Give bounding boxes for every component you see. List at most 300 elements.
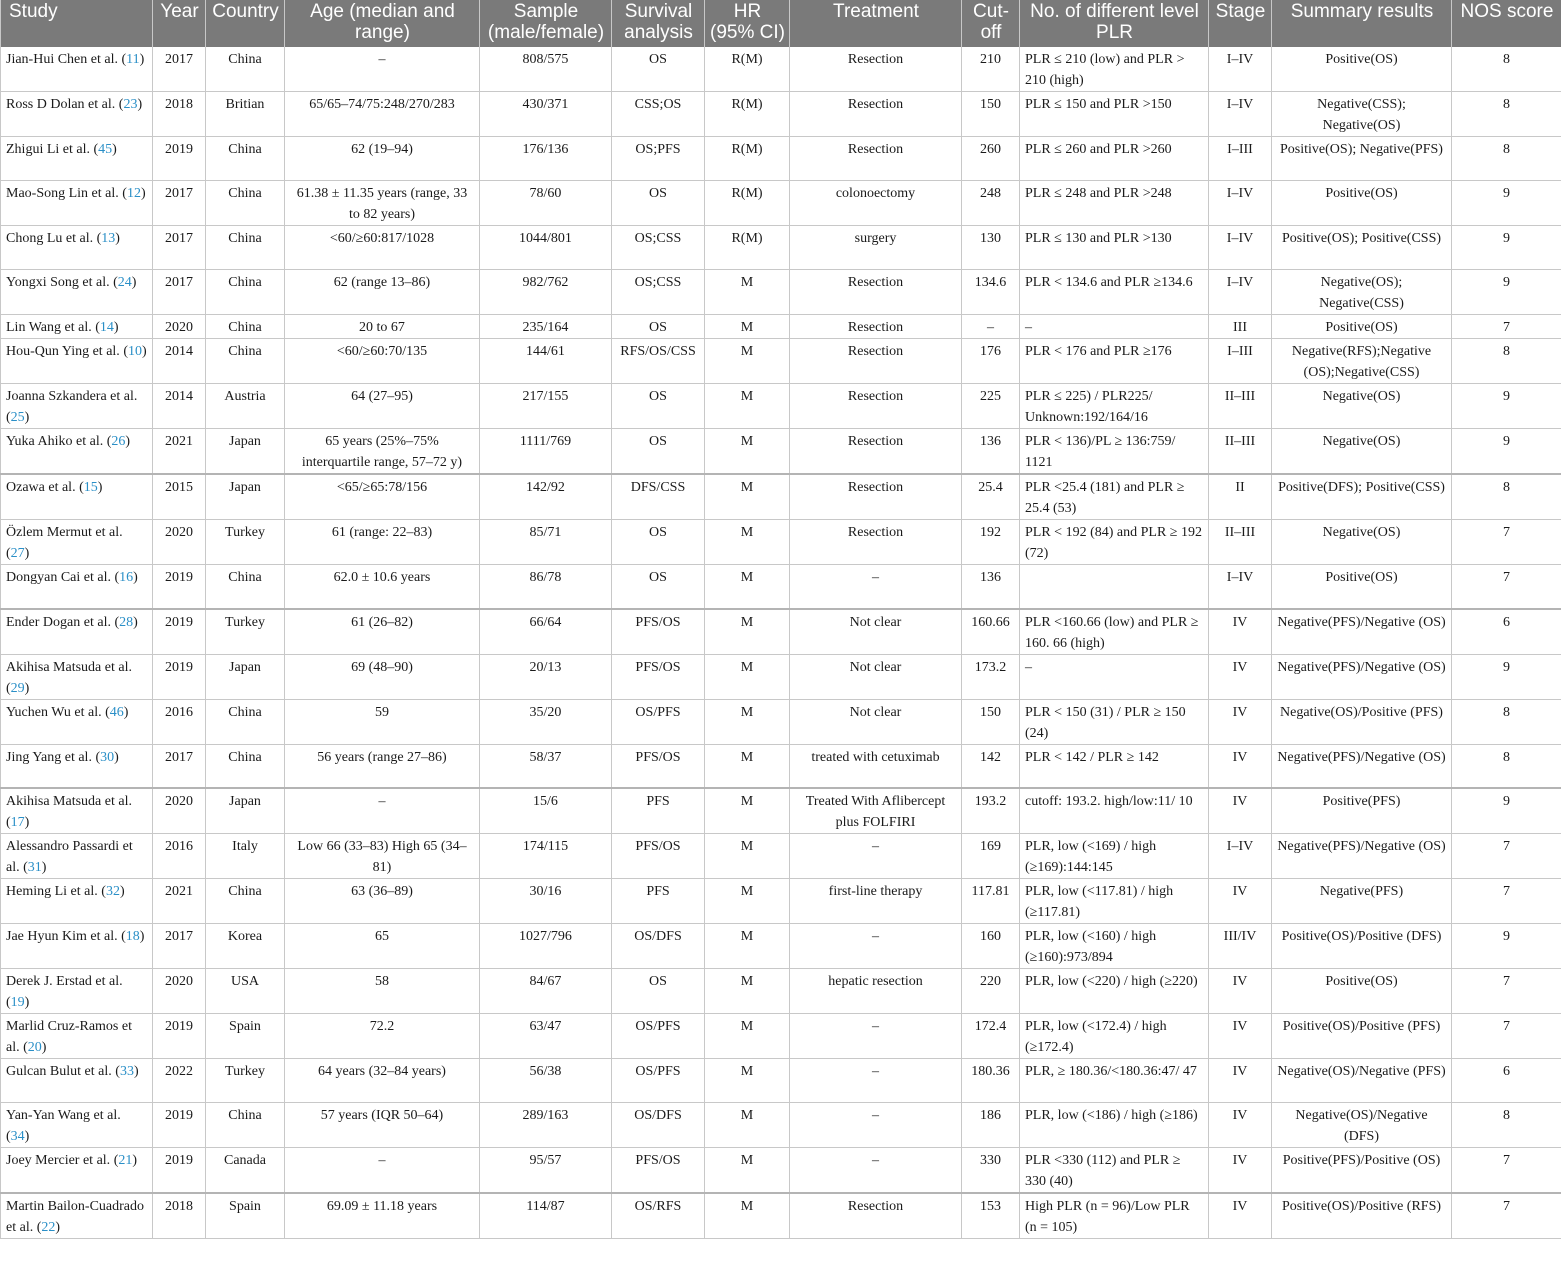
cell-sample: 63/47 [480,1014,612,1059]
cell-nos: 9 [1452,654,1561,699]
cell-study: Hou-Qun Ying et al. (10) [1,339,153,384]
cell-study: Joey Mercier et al. (21) [1,1148,153,1194]
cell-nos: 7 [1452,565,1561,609]
cell-nos: 8 [1452,339,1561,384]
cell-hr: M [705,429,790,475]
cell-study: Yan-Yan Wang et al. (34) [1,1103,153,1148]
cell-sample: 982/762 [480,270,612,315]
cell-year: 2017 [153,226,206,270]
reference-link[interactable]: 46 [109,704,124,720]
cell-sample: 66/64 [480,609,612,655]
cell-summary: Negative(PFS)/Negative (OS) [1272,654,1452,699]
cell-cutoff: 193.2 [962,788,1020,834]
cell-age: 20 to 67 [285,315,480,339]
cell-hr: M [705,1014,790,1059]
cell-cutoff: 130 [962,226,1020,270]
reference-link[interactable]: 27 [10,546,25,561]
table-row [1,609,1561,655]
cell-treatment: – [790,924,962,969]
cell-survival: OS;CSS [612,270,705,315]
cell-stage: IV [1209,1148,1272,1194]
reference-link[interactable]: 26 [111,434,126,449]
cell-nos: 9 [1452,924,1561,969]
cell-treatment: Resection [790,1193,962,1239]
reference-link[interactable]: 33 [119,1064,134,1079]
cell-age: 56 years (range 27–86) [285,744,480,788]
cell-stage: I–IV [1209,270,1272,315]
reference-link[interactable]: 17 [10,815,25,830]
cell-country: USA [206,969,285,1014]
cell-age: <60/≥60:817/1028 [285,226,480,270]
cell-year: 2014 [153,339,206,384]
cell-year: 2022 [153,1059,206,1103]
cell-country: Turkey [206,609,285,655]
reference-link[interactable]: 19 [10,995,25,1010]
table-row [1,744,1561,788]
reference-link[interactable]: 28 [119,614,134,630]
cell-year: 2020 [153,969,206,1014]
study-author: Chong Lu et al. [6,231,94,246]
cell-year: 2020 [153,520,206,565]
study-author: Martin Bailon-Cuadrado et al. [6,1199,145,1235]
header-cutoff: Cut-off [962,0,1020,47]
cell-age: <60/≥60:70/135 [285,339,480,384]
cell-treatment: Resection [790,315,962,339]
cell-study: Akihisa Matsuda et al. (17) [1,788,153,834]
table-row [1,270,1561,315]
cell-year: 2019 [153,565,206,609]
cell-sample: 86/78 [480,565,612,609]
cell-country: Turkey [206,1059,285,1103]
cell-age: 63 (36–89) [285,879,480,924]
cell-country: China [206,744,285,788]
cell-summary: Negative(OS)/Negative (DFS) [1272,1103,1452,1148]
reference-link[interactable]: 10 [127,344,142,359]
table-row [1,181,1561,226]
reference-link[interactable]: 18 [125,929,140,944]
reference-link[interactable]: 23 [123,97,138,112]
cell-plr: PLR ≤ 225) / PLR225/ Unknown:192/164/16 [1020,384,1209,429]
cell-age: 61.38 ± 11.35 years (range, 33 to 82 years) [285,181,480,226]
table-row [1,339,1561,384]
reference-link[interactable]: 16 [119,570,134,585]
cell-hr: M [705,609,790,655]
table-row [1,137,1561,181]
table-row [1,1148,1561,1194]
cell-plr: PLR ≤ 210 (low) and PLR > 210 (high) [1020,47,1209,92]
cell-cutoff: 176 [962,339,1020,384]
cell-year: 2019 [153,609,206,655]
cell-plr: – [1020,315,1209,339]
cell-year: 2019 [153,137,206,181]
cell-summary: Negative(PFS)/Negative (OS) [1272,834,1452,879]
cell-sample: 289/163 [480,1103,612,1148]
reference-link[interactable]: 32 [105,884,120,899]
cell-year: 2014 [153,384,206,429]
cell-study: Gulcan Bulut et al. (33) [1,1059,153,1103]
cell-survival: DFS/CSS [612,474,705,520]
reference-link[interactable]: 24 [117,275,132,290]
cell-age: – [285,1148,480,1194]
cell-country: Austria [206,384,285,429]
cell-treatment: Resection [790,429,962,475]
header-stage: Stage [1209,0,1272,47]
table-body [1,47,1561,1239]
cell-treatment: Not clear [790,699,962,744]
cell-stage: IV [1209,879,1272,924]
cell-study: Zhigui Li et al. (45) [1,137,153,181]
cell-hr: M [705,744,790,788]
table-row [1,834,1561,879]
cell-treatment: – [790,834,962,879]
cell-stage: II–III [1209,384,1272,429]
cell-hr: M [705,879,790,924]
table-row [1,47,1561,92]
cell-cutoff: 150 [962,699,1020,744]
cell-hr: M [705,654,790,699]
cell-sample: 174/115 [480,834,612,879]
cell-plr: PLR ≤ 248 and PLR >248 [1020,181,1209,226]
cell-study: Ross D Dolan et al. (23) [1,92,153,137]
cell-stage: IV [1209,609,1272,655]
study-author: Yuchen Wu et al. [6,704,102,720]
cell-survival: PFS/OS [612,654,705,699]
study-author: Ender Dogan et al. [6,614,111,630]
cell-sample: 176/136 [480,137,612,181]
cell-study: Derek J. Erstad et al. (19) [1,969,153,1014]
cell-hr: M [705,834,790,879]
cell-hr: M [705,315,790,339]
cell-nos: 7 [1452,315,1561,339]
cell-survival: OS [612,565,705,609]
cell-nos: 9 [1452,384,1561,429]
cell-treatment: Not clear [790,609,962,655]
cell-year: 2017 [153,47,206,92]
cell-nos: 7 [1452,1193,1561,1239]
cell-treatment: hepatic resection [790,969,962,1014]
header-sample: Sample (male/female) [480,0,612,47]
cell-summary: Positive(OS)/Positive (DFS) [1272,924,1452,969]
study-author: Yongxi Song et al. [6,275,110,290]
cell-country: Japan [206,788,285,834]
cell-summary: Negative(OS)/Negative (PFS) [1272,1059,1452,1103]
reference-link[interactable]: 29 [10,680,25,696]
cell-sample: 58/37 [480,744,612,788]
cell-study: Jian-Hui Chen et al. (11) [1,47,153,92]
cell-study: Yuchen Wu et al. (46) [1,699,153,744]
cell-country: Canada [206,1148,285,1194]
study-author: Ozawa et al. [6,480,76,495]
cell-cutoff: 142 [962,744,1020,788]
cell-age: 58 [285,969,480,1014]
cell-plr: High PLR (n = 96)/Low PLR (n = 105) [1020,1193,1209,1239]
cell-hr: M [705,474,790,520]
cell-stage: IV [1209,744,1272,788]
cell-nos: 8 [1452,1103,1561,1148]
cell-treatment: colonoectomy [790,181,962,226]
cell-country: Britian [206,92,285,137]
cell-stage: IV [1209,1014,1272,1059]
cell-sample: 142/92 [480,474,612,520]
cell-age: – [285,47,480,92]
cell-plr: – [1020,654,1209,699]
cell-survival: OS [612,384,705,429]
table-row [1,474,1561,520]
cell-country: Turkey [206,520,285,565]
cell-cutoff: 160 [962,924,1020,969]
cell-hr: R(M) [705,181,790,226]
cell-age: 57 years (IQR 50–64) [285,1103,480,1148]
cell-cutoff: 134.6 [962,270,1020,315]
header-hr: HR (95% CI) [705,0,790,47]
cell-plr: PLR < 192 (84) and PLR ≥ 192 (72) [1020,520,1209,565]
study-author: Akihisa Matsuda et al. [6,794,132,809]
cell-country: China [206,226,285,270]
table-row [1,226,1561,270]
cell-cutoff: 160.66 [962,609,1020,655]
header-age: Age (median and range) [285,0,480,47]
cell-year: 2016 [153,699,206,744]
cell-stage: I–IV [1209,834,1272,879]
reference-link[interactable]: 11 [126,52,140,67]
cell-treatment: – [790,1059,962,1103]
cell-age: 64 (27–95) [285,384,480,429]
cell-summary: Negative(OS); Negative(CSS) [1272,270,1452,315]
cell-sample: 114/87 [480,1193,612,1239]
cell-age: 62 (range 13–86) [285,270,480,315]
cell-age: <65/≥65:78/156 [285,474,480,520]
cell-summary: Negative(PFS)/Negative (OS) [1272,609,1452,655]
cell-summary: Positive(OS); Positive(CSS) [1272,226,1452,270]
cell-treatment: Resection [790,47,962,92]
cell-survival: OS [612,315,705,339]
cell-plr: PLR < 176 and PLR ≥176 [1020,339,1209,384]
cell-treatment: Not clear [790,654,962,699]
cell-plr: PLR, low (<117.81) / high (≥117.81) [1020,879,1209,924]
table-header [1,0,1561,47]
cell-stage: I–IV [1209,92,1272,137]
cell-summary: Positive(OS)/Positive (RFS) [1272,1193,1452,1239]
cell-study: Heming Li et al. (32) [1,879,153,924]
cell-country: China [206,339,285,384]
cell-survival: PFS [612,788,705,834]
reference-link[interactable]: 15 [83,480,98,495]
reference-link[interactable]: 12 [126,186,141,201]
cell-nos: 8 [1452,92,1561,137]
cell-sample: 78/60 [480,181,612,226]
cell-stage: IV [1209,969,1272,1014]
reference-link[interactable]: 45 [98,142,113,157]
reference-link[interactable]: 31 [27,860,42,875]
cell-age: 61 (26–82) [285,609,480,655]
cell-summary: Positive(OS) [1272,47,1452,92]
cell-nos: 8 [1452,47,1561,92]
study-author: Heming Li et al. [6,884,98,899]
cell-country: Japan [206,654,285,699]
cell-sample: 15/6 [480,788,612,834]
cell-treatment: Resection [790,520,962,565]
cell-survival: OS [612,969,705,1014]
cell-plr: PLR ≤ 260 and PLR >260 [1020,137,1209,181]
cell-hr: R(M) [705,92,790,137]
cell-study: Marlid Cruz-Ramos et al. (20) [1,1014,153,1059]
cell-treatment: – [790,1014,962,1059]
cell-summary: Negative(OS) [1272,520,1452,565]
cell-hr: M [705,1148,790,1194]
cell-stage: I–IV [1209,565,1272,609]
cell-study: Dongyan Cai et al. (16) [1,565,153,609]
reference-link[interactable]: 21 [118,1153,133,1168]
cell-cutoff: 192 [962,520,1020,565]
cell-stage: IV [1209,1193,1272,1239]
cell-country: Japan [206,474,285,520]
cell-sample: 56/38 [480,1059,612,1103]
cell-year: 2021 [153,429,206,475]
cell-summary: Positive(OS) [1272,181,1452,226]
cell-plr: PLR, low (<186) / high (≥186) [1020,1103,1209,1148]
cell-cutoff: 248 [962,181,1020,226]
cell-year: 2021 [153,879,206,924]
study-author: Jing Yang et al. [6,749,92,765]
study-author: Akihisa Matsuda et al. [6,659,132,675]
cell-stage: II [1209,474,1272,520]
cell-survival: OS [612,181,705,226]
cell-plr: PLR ≤ 130 and PLR >130 [1020,226,1209,270]
cell-survival: PFS/OS [612,834,705,879]
cell-hr: R(M) [705,137,790,181]
reference-link[interactable]: 14 [99,320,114,335]
cell-year: 2018 [153,1193,206,1239]
cell-plr: PLR <160.66 (low) and PLR ≥ 160. 66 (high) [1020,609,1209,655]
cell-hr: M [705,384,790,429]
cell-treatment: Resection [790,270,962,315]
reference-link[interactable]: 13 [101,231,116,246]
cell-cutoff: 136 [962,565,1020,609]
cell-plr: PLR, low (<172.4) / high (≥172.4) [1020,1014,1209,1059]
table-row [1,788,1561,834]
study-author: Ross D Dolan et al. [6,97,116,112]
cell-cutoff: – [962,315,1020,339]
cell-year: 2015 [153,474,206,520]
cell-hr: M [705,969,790,1014]
cell-hr: M [705,788,790,834]
study-author: Jae Hyun Kim et al. [6,929,118,944]
cell-year: 2020 [153,788,206,834]
cell-hr: M [705,565,790,609]
cell-study: Mao-Song Lin et al. (12) [1,181,153,226]
cell-hr: R(M) [705,47,790,92]
cell-cutoff: 173.2 [962,654,1020,699]
cell-study: Ender Dogan et al. (28) [1,609,153,655]
cell-country: China [206,270,285,315]
study-author: Hou-Qun Ying et al. [6,344,120,359]
cell-stage: IV [1209,699,1272,744]
cell-year: 2020 [153,315,206,339]
cell-hr: M [705,1059,790,1103]
cell-cutoff: 169 [962,834,1020,879]
table-row [1,429,1561,475]
table-row [1,1103,1561,1148]
cell-plr: PLR ≤ 150 and PLR >150 [1020,92,1209,137]
cell-survival: PFS [612,879,705,924]
cell-treatment: first-line therapy [790,879,962,924]
cell-sample: 20/13 [480,654,612,699]
cell-nos: 9 [1452,429,1561,475]
cell-treatment: Treated With Aflibercept plus FOLFIRI [790,788,962,834]
cell-summary: Positive(PFS)/Positive (OS) [1272,1148,1452,1194]
cell-treatment: Resection [790,92,962,137]
study-author: Yuka Ahiko et al. [6,434,104,449]
cell-country: China [206,315,285,339]
cell-age: 59 [285,699,480,744]
cell-survival: OS [612,47,705,92]
reference-link[interactable]: 30 [100,749,115,765]
cell-nos: 8 [1452,699,1561,744]
table-row [1,1193,1561,1239]
cell-nos: 7 [1452,520,1561,565]
cell-plr: PLR <330 (112) and PLR ≥ 330 (40) [1020,1148,1209,1194]
cell-stage: III/IV [1209,924,1272,969]
study-author: Marlid Cruz-Ramos et al. [6,1019,132,1055]
header-row [1,0,1561,47]
cell-treatment: Resection [790,339,962,384]
cell-survival: PFS/OS [612,1148,705,1194]
reference-link[interactable]: 25 [10,410,25,425]
cell-age: – [285,788,480,834]
cell-summary: Positive(OS); Negative(PFS) [1272,137,1452,181]
cell-cutoff: 150 [962,92,1020,137]
cell-plr [1020,565,1209,609]
cell-treatment: Resection [790,137,962,181]
table-row [1,92,1561,137]
reference-link[interactable]: 34 [10,1129,25,1144]
cell-stage: IV [1209,1103,1272,1148]
cell-year: 2016 [153,834,206,879]
cell-survival: OS [612,429,705,475]
cell-country: Spain [206,1014,285,1059]
cell-nos: 9 [1452,226,1561,270]
cell-summary: Negative(CSS); Negative(OS) [1272,92,1452,137]
cell-hr: R(M) [705,226,790,270]
cell-treatment: – [790,1148,962,1194]
cell-hr: M [705,270,790,315]
table-row [1,565,1561,609]
cell-country: Korea [206,924,285,969]
cell-summary: Positive(OS)/Positive (PFS) [1272,1014,1452,1059]
cell-nos: 9 [1452,788,1561,834]
cell-summary: Negative(OS) [1272,384,1452,429]
cell-cutoff: 330 [962,1148,1020,1194]
cell-summary: Positive(PFS) [1272,788,1452,834]
cell-plr: PLR, low (<169) / high (≥169):144:145 [1020,834,1209,879]
cell-year: 2017 [153,270,206,315]
cell-hr: M [705,1103,790,1148]
cell-summary: Negative(PFS)/Negative (OS) [1272,744,1452,788]
cell-stage: IV [1209,654,1272,699]
cell-year: 2018 [153,92,206,137]
cell-stage: IV [1209,788,1272,834]
cell-summary: Positive(OS) [1272,315,1452,339]
cell-sample: 430/371 [480,92,612,137]
reference-link[interactable]: 22 [41,1220,56,1235]
cell-survival: CSS;OS [612,92,705,137]
table-row [1,384,1561,429]
cell-sample: 217/155 [480,384,612,429]
cell-study: Jae Hyun Kim et al. (18) [1,924,153,969]
cell-stage: II–III [1209,520,1272,565]
reference-link[interactable]: 20 [27,1040,42,1055]
cell-age: 62 (19–94) [285,137,480,181]
